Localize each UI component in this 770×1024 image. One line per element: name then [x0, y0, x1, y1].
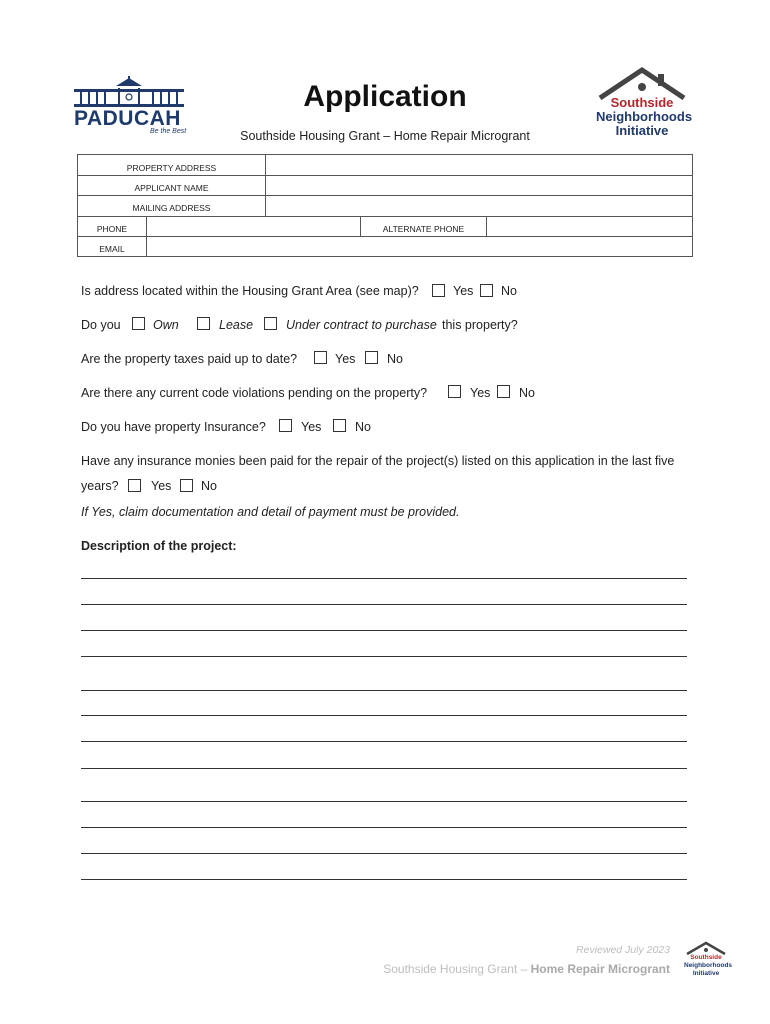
email-field[interactable] [147, 237, 691, 256]
description-line [81, 801, 687, 802]
q1-no-checkbox[interactable] [480, 284, 493, 297]
footer-program [383, 962, 670, 976]
q2-contract-label: Under contract to purchase [286, 318, 437, 332]
alternate-phone-field[interactable] [487, 217, 691, 236]
q1-yes-label: Yes [453, 284, 474, 298]
q3-yes-label: Yes [335, 352, 356, 366]
q6-text-line2: years? [81, 479, 119, 493]
q1-text: Is address located within the Housing Grant Area (see map)? [81, 284, 419, 298]
q2-lease-checkbox[interactable] [197, 317, 210, 330]
description-label: Description of the project: [81, 539, 237, 553]
q4-yes-checkbox[interactable] [448, 385, 461, 398]
reviewed-date: Reviewed July 2023 [576, 944, 670, 956]
paducah-wordmark: PADUCAH [74, 107, 181, 130]
description-line [81, 630, 687, 631]
q4-no-checkbox[interactable] [497, 385, 510, 398]
phone-field[interactable] [147, 217, 360, 236]
mailing-address-field[interactable] [266, 196, 691, 216]
q5-no-label: No [355, 420, 371, 434]
description-line [81, 879, 687, 880]
sni-small-line2: Neighborhoods [684, 962, 733, 969]
description-line [81, 827, 687, 828]
description-line [81, 853, 687, 854]
sni-small-line1: Southside [690, 954, 722, 961]
q5-yes-checkbox[interactable] [279, 419, 292, 432]
q5-yes-label: Yes [301, 420, 322, 434]
description-line [81, 741, 687, 742]
footer-program-prefix: Southside Housing Grant – [383, 962, 531, 976]
description-line [81, 768, 687, 769]
q3-text: Are the property taxes paid up to date? [81, 352, 298, 366]
q2-text-after: this property? [442, 318, 518, 332]
description-line [81, 578, 687, 579]
q6-yes-label: Yes [151, 479, 172, 493]
alternate-phone-label: ALTERNATE PHONE [382, 224, 465, 234]
q1-no-label: No [501, 284, 517, 298]
description-line [81, 690, 687, 691]
q6-no-label: No [201, 479, 217, 493]
sni-logo-line3: Initiative [615, 123, 669, 138]
email-label: EMAIL [99, 244, 125, 254]
q3-yes-checkbox[interactable] [314, 351, 327, 364]
sni-small-line3: Initiative [692, 970, 720, 977]
q5-no-checkbox[interactable] [333, 419, 346, 432]
description-line [81, 604, 687, 605]
q2-text-before: Do you [81, 318, 121, 332]
footer-program-bold: Home Repair Microgrant [530, 962, 670, 976]
description-line [81, 715, 687, 716]
q2-own-label: Own [153, 318, 179, 332]
property-address-field[interactable] [266, 156, 691, 175]
description-line [81, 656, 687, 657]
q3-no-checkbox[interactable] [365, 351, 378, 364]
applicant-name-label: APPLICANT NAME [134, 183, 209, 193]
q6-yes-checkbox[interactable] [128, 479, 141, 492]
q6-no-checkbox[interactable] [180, 479, 193, 492]
q6-text-line1: Have any insurance monies been paid for the repair of the project(s) listed on this application in the last five [81, 454, 675, 468]
q1-yes-checkbox[interactable] [432, 284, 445, 297]
phone-label: PHONE [96, 224, 128, 234]
mailing-address-label: MAILING ADDRESS [132, 203, 211, 213]
page-subtitle: Southside Housing Grant – Home Repair Microgrant [240, 129, 530, 143]
sni-logo-line1: Southside [610, 95, 674, 110]
paducah-tagline: Be the Best [150, 128, 187, 135]
q4-no-label: No [519, 386, 535, 400]
sni-logo-line2: Neighborhoods [596, 109, 693, 124]
q2-contract-checkbox[interactable] [264, 317, 277, 330]
q5-text: Do you have property Insurance? [81, 420, 266, 434]
q4-text: Are there any current code violations pending on the property? [81, 386, 428, 400]
q2-lease-label: Lease [219, 318, 254, 332]
q4-yes-label: Yes [470, 386, 491, 400]
property-address-label: PROPERTY ADDRESS [126, 163, 217, 173]
applicant-name-field[interactable] [266, 176, 691, 195]
applicant-info-table [77, 154, 693, 257]
q6-note: If Yes, claim documentation and detail of payment must be provided. [81, 505, 460, 519]
q3-no-label: No [387, 352, 403, 366]
sni-logo-small [684, 941, 733, 981]
sni-logo [596, 66, 693, 142]
page-title: Application [303, 80, 467, 113]
house-roof-icon [684, 941, 728, 955]
q2-own-checkbox[interactable] [132, 317, 145, 330]
